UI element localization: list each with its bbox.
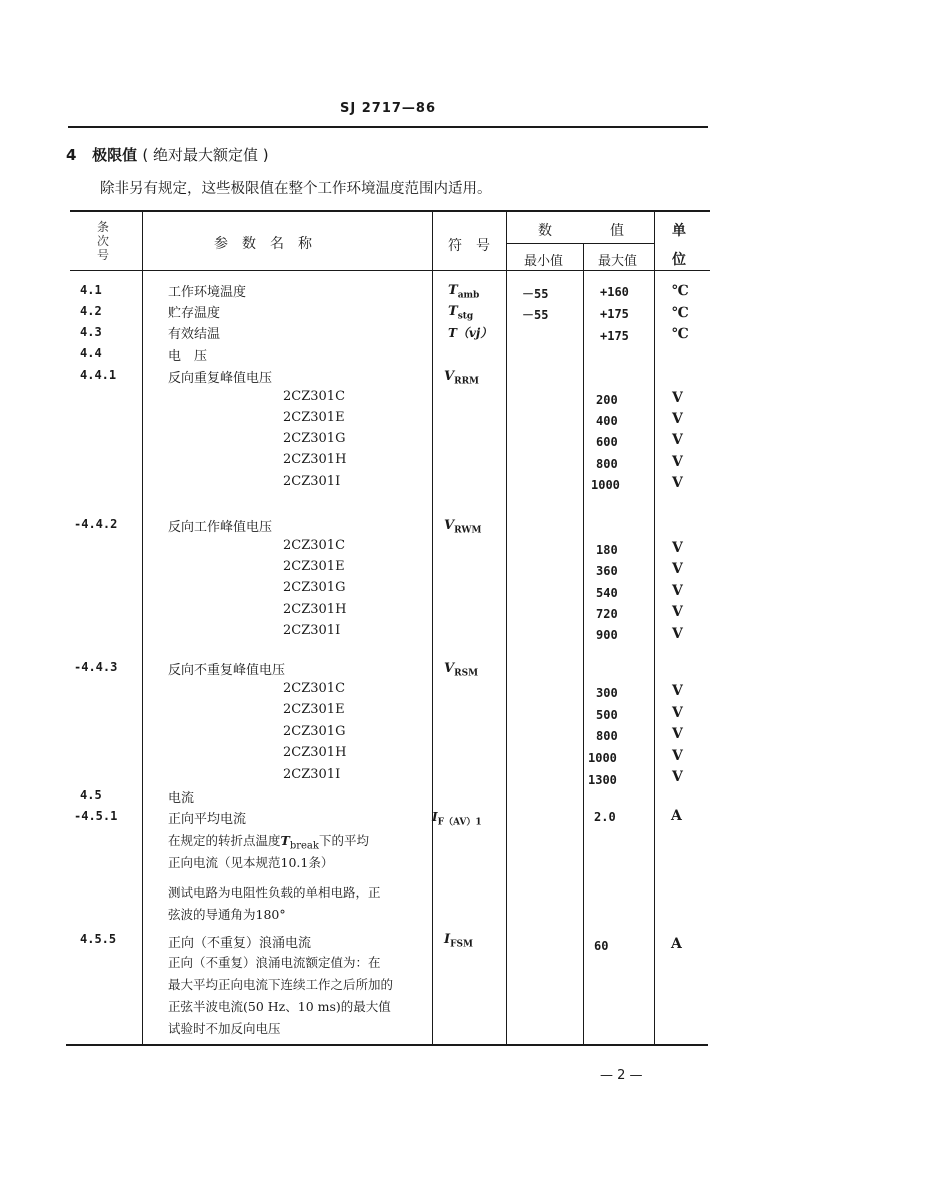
max-value: 1300 <box>588 773 617 787</box>
unit: V <box>672 454 683 470</box>
param-name: 正向平均电流 <box>168 812 247 827</box>
unit: V <box>672 769 683 785</box>
unit: ℃ <box>672 326 689 342</box>
param-description: 正向（不重复）浪涌电流额定值为：在 <box>168 955 381 970</box>
param-description: 最大平均正向电流下连续工作之后所加的 <box>168 977 394 992</box>
device-model: 2CZ301E <box>283 410 345 425</box>
param-description: 在规定的转折点温度$T_{break}$下的平均 <box>168 833 369 852</box>
unit: V <box>672 561 683 577</box>
page-number: — 2 — <box>600 1068 643 1083</box>
max-value: +160 <box>600 285 629 299</box>
max-value: 720 <box>596 607 618 621</box>
header-clause-1: 条 <box>97 220 110 234</box>
col-divider-max <box>654 212 655 1044</box>
clause-number: 4.4.1 <box>80 368 117 382</box>
param-symbol: T（vj） <box>448 326 493 340</box>
unit: V <box>672 748 683 764</box>
col-divider-symbol <box>506 212 507 1044</box>
unit: V <box>672 411 683 427</box>
param-description: 正向电流（见本规范10.1条） <box>168 855 334 870</box>
param-name: 正向（不重复）浪涌电流 <box>168 936 312 951</box>
param-name: 电 压 <box>168 349 208 364</box>
clause-number: -4.4.3 <box>74 660 118 674</box>
section-title: 极限值 <box>92 146 138 164</box>
max-value: +175 <box>600 329 629 343</box>
header-rule <box>68 126 708 128</box>
device-model: 2CZ301I <box>283 474 341 489</box>
device-model: 2CZ301G <box>283 431 346 446</box>
col-divider-clause <box>142 212 143 1044</box>
param-symbol: $V_{RRM}$ <box>444 369 480 387</box>
max-value: 500 <box>596 708 618 722</box>
clause-number: 4.1 <box>80 283 102 297</box>
max-value: 60 <box>594 939 609 953</box>
table-top-rule <box>70 210 710 212</box>
unit: V <box>672 604 683 620</box>
header-symbol: 符 号 <box>448 238 490 254</box>
header-max: 最大值 <box>598 254 638 269</box>
max-value: 2.0 <box>594 810 616 824</box>
param-note: 测试电路为电阻性负载的单相电路，正 <box>168 885 381 900</box>
device-model: 2CZ301C <box>283 389 346 404</box>
unit: V <box>672 432 683 448</box>
unit: V <box>672 475 683 491</box>
max-value: 300 <box>596 686 618 700</box>
header-value-1: 数 <box>538 223 552 239</box>
param-name: 反向工作峰值电压 <box>168 520 273 535</box>
max-value: 1000 <box>588 751 617 765</box>
section-number: 4 <box>66 146 77 164</box>
param-symbol: $I_{F(AV)1}$ <box>432 810 482 828</box>
max-value: 200 <box>596 393 618 407</box>
max-value: 360 <box>596 564 618 578</box>
param-name: 有效结温 <box>168 327 221 342</box>
device-model: 2CZ301I <box>283 767 341 782</box>
unit: V <box>672 583 683 599</box>
min-value: －55 <box>522 287 549 301</box>
max-value: 180 <box>596 543 618 557</box>
col-divider-param <box>432 212 433 1044</box>
param-description: 正弦半波电流(50 Hz、10 ms)的最大值 <box>168 999 391 1014</box>
min-value: －55 <box>522 308 549 322</box>
unit: V <box>672 390 683 406</box>
header-clause-2: 次 <box>97 234 110 248</box>
value-subheader-rule <box>506 243 654 244</box>
unit: V <box>672 705 683 721</box>
header-param: 参 数 名 称 <box>214 236 312 252</box>
device-model: 2CZ301G <box>283 724 346 739</box>
section-intro: 除非另有规定，这些极限值在整个工作环境温度范围内适用。 <box>100 181 492 197</box>
unit: ℃ <box>672 283 689 299</box>
max-value: 400 <box>596 414 618 428</box>
header-clause-3: 号 <box>97 248 110 262</box>
unit: V <box>672 626 683 642</box>
header-value-2: 值 <box>610 223 624 239</box>
param-symbol: $T_{amb}$ <box>448 283 480 301</box>
device-model: 2CZ301H <box>283 745 347 760</box>
device-model: 2CZ301C <box>283 538 346 553</box>
device-model: 2CZ301H <box>283 452 347 467</box>
clause-number: 4.5 <box>80 788 102 802</box>
unit: V <box>672 540 683 556</box>
device-model: 2CZ301G <box>283 580 346 595</box>
clause-number: -4.4.2 <box>74 517 118 531</box>
max-value: 800 <box>596 729 618 743</box>
max-value: 540 <box>596 586 618 600</box>
device-model: 2CZ301C <box>283 681 346 696</box>
unit: A <box>671 936 682 952</box>
section-heading <box>66 144 269 165</box>
param-description: 试验时不加反向电压 <box>168 1021 281 1036</box>
param-name: 电流 <box>168 791 195 806</box>
param-symbol: $V_{RSM}$ <box>444 661 479 679</box>
col-divider-min <box>583 243 584 1044</box>
clause-number: 4.3 <box>80 325 102 339</box>
param-symbol: $I_{FSM}$ <box>444 932 473 950</box>
header-min: 最小值 <box>524 254 564 269</box>
header-unit-1: 单 <box>672 223 686 239</box>
param-name: 贮存温度 <box>168 306 221 321</box>
clause-number: 4.4 <box>80 346 102 360</box>
clause-number: 4.5.5 <box>80 932 117 946</box>
device-model: 2CZ301H <box>283 602 347 617</box>
max-value: +175 <box>600 307 629 321</box>
table-bottom-rule <box>66 1044 708 1046</box>
device-model: 2CZ301E <box>283 702 345 717</box>
document-id: SJ 2717—86 <box>340 101 436 116</box>
max-value: 1000 <box>591 478 620 492</box>
unit: ℃ <box>672 305 689 321</box>
param-symbol: $T_{stg}$ <box>448 304 474 322</box>
device-model: 2CZ301E <box>283 559 345 574</box>
param-name: 反向不重复峰值电压 <box>168 663 286 678</box>
header-unit-2: 位 <box>672 252 686 268</box>
table-header-rule <box>70 270 710 271</box>
param-name: 反向重复峰值电压 <box>168 371 273 386</box>
max-value: 600 <box>596 435 618 449</box>
section-subtitle: ( 绝对最大额定值 ) <box>142 146 269 164</box>
param-name: 工作环境温度 <box>168 285 247 300</box>
unit: A <box>671 808 682 824</box>
param-symbol: $V_{RWM}$ <box>444 518 482 536</box>
clause-number: -4.5.1 <box>74 809 118 823</box>
param-note: 弦波的导通角为180° <box>168 907 286 922</box>
unit: V <box>672 683 683 699</box>
max-value: 800 <box>596 457 618 471</box>
max-value: 900 <box>596 628 618 642</box>
clause-number: 4.2 <box>80 304 102 318</box>
unit: V <box>672 726 683 742</box>
device-model: 2CZ301I <box>283 623 341 638</box>
